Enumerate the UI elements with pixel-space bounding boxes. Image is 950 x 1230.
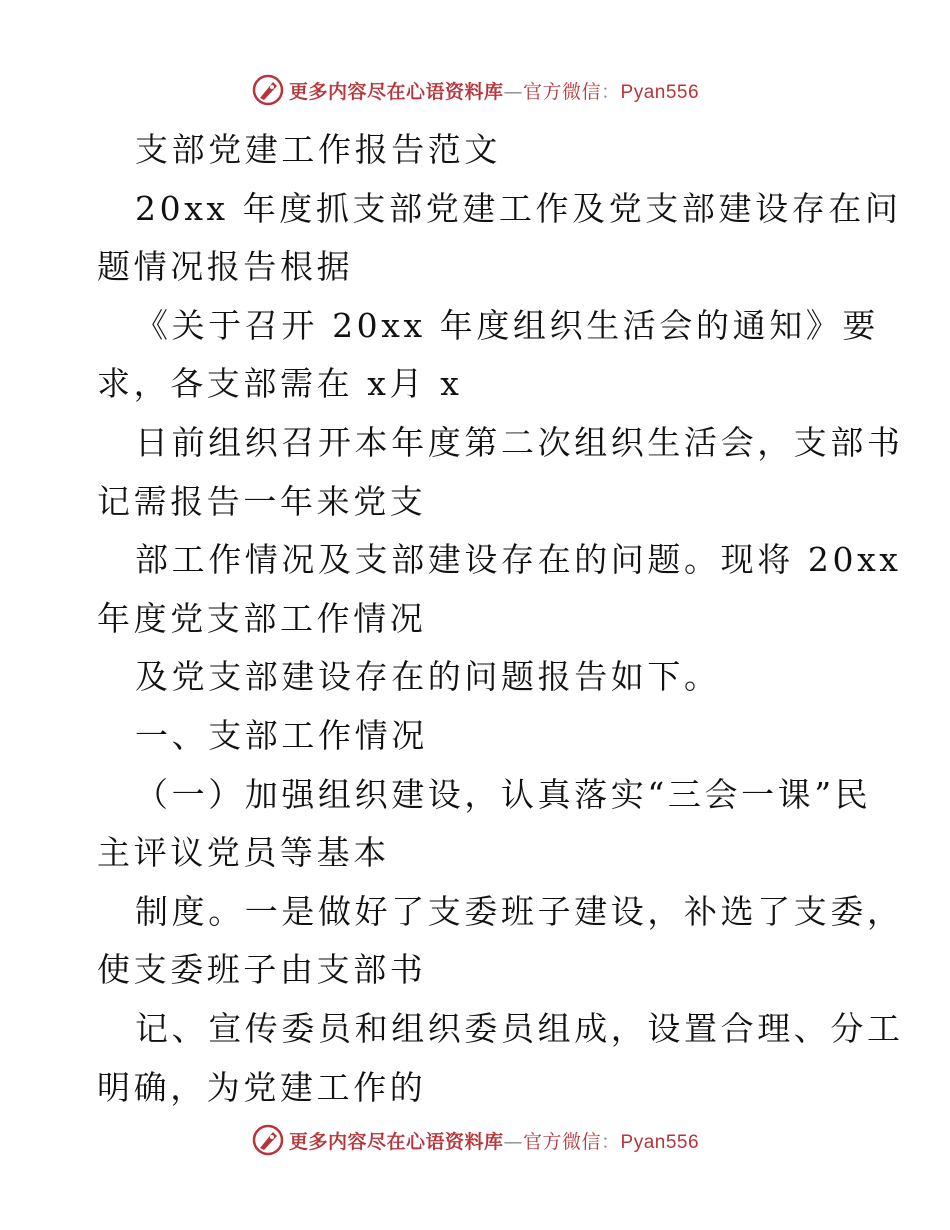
body-line-4: 《关于召开 20xx 年度组织生活会的通知》要 [135, 305, 879, 345]
body-line-7: 记需报告一年来党支 [97, 481, 427, 521]
pen-nib-logo-icon [251, 1123, 285, 1157]
body-line-14: 制度。一是做好了支委班子建设，补选了支委， [135, 891, 904, 931]
watermark-sub-text: 官方微信 [522, 1130, 601, 1153]
body-line-2: 20xx 年度抓支部党建工作及党支部建设存在问 [135, 188, 902, 228]
watermark-dash: — [503, 80, 523, 103]
body-line-16: 记、宣传委员和组织委员组成，设置合理、分工 [135, 1008, 904, 1048]
watermark-account-id: Pyan556 [620, 81, 700, 103]
watermark-separator: ： [601, 1130, 621, 1153]
body-line-17: 明确，为党建工作的 [97, 1067, 427, 1107]
pen-nib-logo-icon [251, 73, 285, 107]
watermark-separator: ： [601, 80, 621, 103]
body-line-5: 求，各支部需在 x月 x [97, 364, 463, 404]
body-line-10: 及党支部建设存在的问题报告如下。 [135, 657, 721, 697]
section-heading: 一、支部工作情况 [135, 715, 428, 755]
watermark-account-id: Pyan556 [620, 1131, 700, 1153]
body-line-1: 支部党建工作报告范文 [135, 130, 501, 169]
body-line-3: 题情况报告根据 [97, 247, 354, 287]
body-line-9: 年度党支部工作情况 [97, 598, 427, 638]
watermark-dash: — [503, 1130, 523, 1153]
watermark-sub-text: 官方微信 [522, 80, 601, 103]
body-line-12: （一）加强组织建设，认真落实“三会一课”民 [135, 774, 872, 814]
body-line-13: 主评议党员等基本 [97, 833, 390, 873]
watermark-text [289, 77, 699, 104]
body-line-15: 使支委班子由支部书 [97, 950, 427, 990]
header-watermark [0, 72, 950, 108]
watermark-text [289, 1127, 699, 1154]
watermark-main-text: 更多内容尽在心语资料库 [288, 80, 504, 103]
body-line-8: 部工作情况及支部建设存在的问题。现将 20xx [135, 540, 902, 580]
watermark-main-text: 更多内容尽在心语资料库 [288, 1130, 504, 1153]
body-line-6: 日前组织召开本年度第二次组织生活会，支部书 [135, 422, 904, 462]
document-body [97, 121, 904, 1117]
footer-watermark [0, 1122, 950, 1158]
